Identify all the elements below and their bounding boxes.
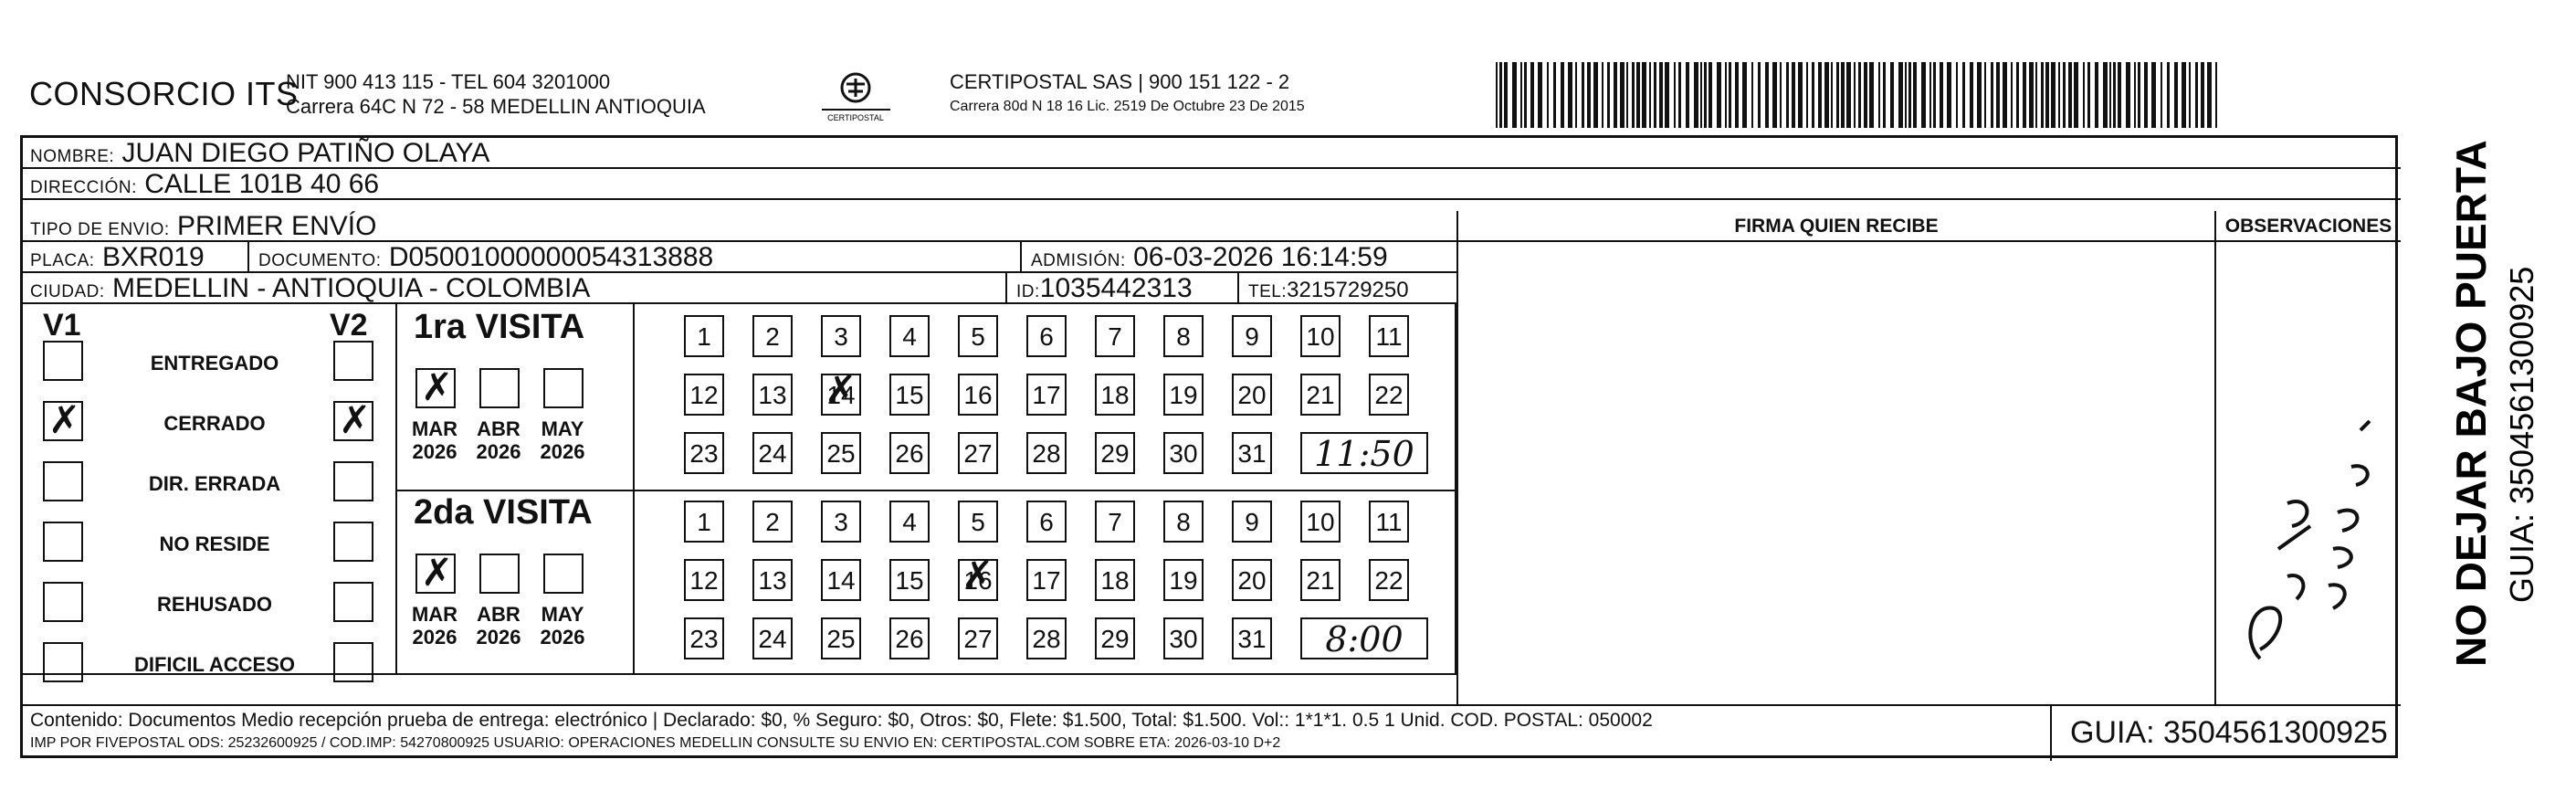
barcode-bar: [1709, 62, 1712, 128]
barcode-bar: [2134, 62, 2136, 128]
v2-header: V2: [330, 308, 368, 343]
barcode-bar: [1649, 62, 1651, 128]
status-v2-checkbox[interactable]: [333, 582, 373, 622]
recipient-name: JUAN DIEGO PATIÑO OLAYA: [121, 138, 490, 168]
status-v2-checkbox[interactable]: [333, 522, 373, 562]
day-box[interactable]: 23: [684, 617, 724, 659]
barcode-bar: [1913, 62, 1917, 128]
day-box[interactable]: 16: [958, 374, 998, 416]
barcode-bar: [1725, 62, 1727, 128]
barcode-bar: [1984, 62, 1986, 128]
day-box[interactable]: 26: [889, 617, 930, 659]
certipostal-logo: [813, 71, 899, 124]
day-box[interactable]: 10: [1300, 501, 1341, 543]
day-box[interactable]: 29: [1095, 617, 1135, 659]
barcode-bar: [1846, 62, 1851, 128]
barcode-bar: [1561, 62, 1564, 128]
visit-time[interactable]: 11:50: [1300, 432, 1428, 474]
month-checkbox[interactable]: [543, 554, 584, 594]
month-year: 2026: [412, 440, 457, 463]
courier-name-line: CERTIPOSTAL SAS | 900 151 122 - 2: [950, 70, 1290, 93]
shipment-type: PRIMER ENVÍO: [177, 211, 377, 241]
logo-text: CERTIPOSTAL: [827, 113, 884, 122]
month-label: [531, 417, 594, 463]
barcode-bar: [1970, 62, 1973, 128]
month-name: MAY: [541, 603, 584, 626]
barcode-bar: [2118, 62, 2121, 128]
barcode-bar: [2058, 62, 2060, 128]
day-box[interactable]: 14 ✗: [821, 374, 861, 416]
day-box[interactable]: 7: [1095, 501, 1135, 543]
barcode-bar: [2113, 62, 2116, 128]
month-checkbox[interactable]: [479, 554, 520, 594]
barcode-bar: [1905, 62, 1907, 128]
company-nit-line: NIT 900 413 115 - TEL 604 3201000: [286, 70, 611, 93]
barcode-bar: [1538, 62, 1542, 128]
barcode-bar: [2182, 62, 2186, 128]
barcode-bar: [1858, 62, 1861, 128]
day-box[interactable]: 2: [752, 315, 793, 357]
month-label: [467, 417, 531, 463]
barcode-bar: [1674, 62, 1676, 128]
barcode-bar: [1626, 62, 1628, 128]
barcode-bar: [2201, 62, 2204, 128]
barcode-bar: [1890, 62, 1894, 128]
day-box[interactable]: 1: [684, 501, 724, 543]
plate: BXR019: [101, 242, 205, 272]
barcode-bar: [1729, 62, 1731, 128]
barcode-bar: [2095, 62, 2098, 128]
barcode-bar: [1620, 62, 1624, 128]
month-year: 2026: [540, 440, 585, 463]
month-label: [403, 417, 467, 463]
day-box[interactable]: 6: [1026, 501, 1067, 543]
company-name: CONSORCIO ITS: [29, 75, 299, 112]
status-v1-checkbox[interactable]: [43, 642, 83, 682]
month-year: 2026: [412, 626, 457, 649]
day-box[interactable]: 31: [1232, 617, 1272, 659]
recipient-address: CALLE 101B 40 66: [144, 169, 380, 199]
barcode-bar: [2083, 62, 2085, 128]
day-box[interactable]: 10: [1300, 315, 1341, 357]
month-label: [467, 603, 531, 649]
row-placa: [23, 242, 1456, 273]
barcode-bar: [2109, 62, 2111, 128]
barcode-bar: [1854, 62, 1856, 128]
barcode-bar: [2051, 62, 2056, 128]
barcode-bar: [1520, 62, 1522, 128]
barcode: [1496, 62, 2223, 128]
day-box[interactable]: 22: [1369, 374, 1409, 416]
day-box[interactable]: 25: [821, 432, 861, 474]
id-number: 1035442313: [1039, 273, 1193, 303]
month-checkbox[interactable]: [479, 368, 520, 408]
barcode-bar: [1530, 62, 1534, 128]
barcode-bar: [1996, 62, 2000, 128]
month-label: [531, 603, 594, 649]
visit-time[interactable]: 8:00: [1300, 617, 1428, 659]
barcode-bar: [2144, 62, 2148, 128]
barcode-bar: [1593, 62, 1598, 128]
barcode-bar: [2063, 62, 2066, 128]
month-name: ABR: [477, 603, 520, 626]
barcode-bar: [2003, 62, 2007, 128]
barcode-bar: [1700, 62, 1702, 128]
day-box[interactable]: 22: [1369, 559, 1409, 601]
barcode-bar: [1602, 62, 1603, 128]
barcode-bar: [1632, 62, 1635, 128]
day-box[interactable]: 19: [1163, 559, 1204, 601]
barcode-bar: [1512, 62, 1517, 128]
month-checkbox[interactable]: [543, 368, 584, 408]
barcode-bar: [2023, 62, 2026, 128]
status-v1-checkbox[interactable]: [43, 582, 83, 622]
day-box[interactable]: 23: [684, 432, 724, 474]
barcode-bar: [2016, 62, 2019, 128]
month-name: MAY: [541, 417, 584, 440]
company-address-line: Carrera 64C N 72 - 58 MEDELLIN ANTIOQUIA: [286, 95, 706, 118]
barcode-bar: [1524, 62, 1527, 128]
barcode-bar: [1883, 62, 1886, 128]
barcode-bar: [1962, 62, 1965, 128]
month-name: MAR: [411, 603, 458, 626]
day-box[interactable]: 31: [1232, 432, 1272, 474]
barcode-bar: [1575, 62, 1577, 128]
status-v2-checkbox[interactable]: [333, 341, 373, 381]
barcode-bar: [1933, 62, 1936, 128]
barcode-bar: [1798, 62, 1803, 128]
day-box[interactable]: 14: [821, 559, 861, 601]
barcode-bar: [1898, 62, 1903, 128]
nombre-label: NOMBRE:: [30, 147, 115, 166]
row-tipo: [23, 211, 1456, 242]
day-box[interactable]: 18: [1095, 374, 1135, 416]
barcode-bar: [1654, 62, 1656, 128]
barcode-bar: [2151, 62, 2156, 128]
city: MEDELLIN - ANTIOQUIA - COLOMBIA: [111, 273, 591, 303]
day-box[interactable]: 11: [1369, 315, 1409, 357]
barcode-bar: [2011, 62, 2013, 128]
day-box[interactable]: 18: [1095, 559, 1135, 601]
barcode-bar: [1694, 62, 1698, 128]
barcode-bar: [1553, 62, 1556, 128]
day-box[interactable]: 28: [1026, 432, 1067, 474]
barcode-bar: [2126, 62, 2130, 128]
barcode-bar: [2035, 62, 2037, 128]
barcode-bar: [1812, 62, 1814, 128]
day-box[interactable]: 1: [684, 315, 724, 357]
barcode-bar: [1864, 62, 1867, 128]
barcode-bar: [1786, 62, 1789, 128]
day-box[interactable]: 24: [752, 617, 793, 659]
document-number: D05001000000054313888: [388, 242, 714, 272]
day-box[interactable]: 28: [1026, 617, 1067, 659]
courier-info: [950, 69, 1305, 119]
month-year: 2026: [476, 440, 521, 463]
admission-date: 06-03-2026 16:14:59: [1133, 242, 1388, 272]
barcode-bar: [1636, 62, 1640, 128]
barcode-bar: [1587, 62, 1591, 128]
day-box[interactable]: 8: [1163, 315, 1204, 357]
courier-license-line: Carrera 80d N 18 16 Lic. 2519 De Octubre 23 De 2015: [950, 99, 1305, 114]
barcode-bar: [1678, 62, 1681, 128]
header: [0, 0, 2576, 142]
barcode-bar: [2041, 62, 2044, 128]
day-box[interactable]: 20: [1232, 374, 1272, 416]
day-box[interactable]: 5: [958, 501, 998, 543]
day-box[interactable]: 25: [821, 617, 861, 659]
placa-label: PLACA:: [30, 251, 95, 270]
status-v1-checkbox[interactable]: [43, 341, 83, 381]
barcode-bar: [2161, 62, 2162, 128]
day-box[interactable]: 26: [889, 432, 930, 474]
id-label: ID:: [1016, 282, 1040, 301]
footer-content-line: Contenido: Documentos Medio recepción prueba de entrega: electrónico | Declarado: $0, % Seguro: $0, Otros: $0, Flete: $1.500, Total: $1.500. Vol:: 1*1*1. 0.5 1 Unid. COD. POSTAL: 050002: [30, 710, 1653, 731]
day-box[interactable]: 9: [1232, 315, 1272, 357]
barcode-bar: [1921, 62, 1926, 128]
status-label: ENTREGADO: [150, 352, 279, 374]
barcode-bar: [2215, 62, 2217, 128]
day-box[interactable]: 21: [1300, 374, 1341, 416]
barcode-bar: [2103, 62, 2108, 128]
barcode-bar: [1956, 62, 1958, 128]
barcode-bar: [1704, 62, 1707, 128]
day-box[interactable]: 4: [889, 501, 930, 543]
barcode-bar: [1947, 62, 1951, 128]
day-box[interactable]: 9: [1232, 501, 1272, 543]
barcode-bar: [1568, 62, 1572, 128]
day-box[interactable]: 24: [752, 432, 793, 474]
month-label: [403, 603, 467, 649]
day-box[interactable]: 8: [1163, 501, 1204, 543]
barcode-bar: [2207, 62, 2212, 128]
status-label: DIFICIL ACCESO: [133, 653, 295, 676]
day-box[interactable]: 6: [1026, 315, 1067, 357]
barcode-bar: [2068, 62, 2072, 128]
visit-title: 2da VISITA: [414, 493, 593, 532]
barcode-bar: [1742, 62, 1747, 128]
barcode-bar: [1831, 62, 1833, 128]
barcode-bar: [1607, 62, 1610, 128]
day-box[interactable]: 17: [1026, 374, 1067, 416]
barcode-bar: [1824, 62, 1829, 128]
side-warning-text: NO DEJAR BAJO PUERTA: [2447, 140, 2495, 667]
barcode-bar: [1806, 62, 1808, 128]
day-box[interactable]: 17: [1026, 559, 1067, 601]
day-box[interactable]: 29: [1095, 432, 1135, 474]
month-checkbox[interactable]: [415, 368, 456, 408]
barcode-bar: [1908, 62, 1911, 128]
status-v1-checkbox[interactable]: [43, 461, 83, 501]
barcode-bar: [1751, 62, 1753, 128]
tel-label: TEL:: [1248, 282, 1288, 301]
day-box[interactable]: 11: [1369, 501, 1409, 543]
day-box[interactable]: 4: [889, 315, 930, 357]
status-label: REHUSADO: [157, 593, 272, 616]
barcode-bar: [2074, 62, 2078, 128]
day-box[interactable]: 12: [684, 374, 724, 416]
admision-label: ADMISIÓN:: [1031, 251, 1126, 270]
barcode-bar: [1735, 62, 1739, 128]
handwritten-observation: [2224, 366, 2388, 677]
barcode-bar: [1772, 62, 1777, 128]
barcode-bar: [1780, 62, 1782, 128]
barcode-bar: [1659, 62, 1663, 128]
barcode-bar: [1940, 62, 1943, 128]
barcode-bar: [1991, 62, 1993, 128]
month-checkbox[interactable]: [415, 554, 456, 594]
barcode-bar: [2174, 62, 2178, 128]
barcode-bar: [1878, 62, 1880, 128]
status-v1-checkbox[interactable]: [43, 522, 83, 562]
barcode-bar: [1717, 62, 1721, 128]
barcode-bar: [1504, 62, 1508, 128]
status-v1-checkbox[interactable]: [43, 401, 83, 441]
v1-header: V1: [43, 308, 81, 343]
barcode-bar: [1686, 62, 1689, 128]
ciudad-label: CIUDAD:: [30, 282, 105, 301]
barcode-bar: [1977, 62, 1982, 128]
day-box[interactable]: 30: [1163, 432, 1204, 474]
side-guia-text: GUIA: 3504561300925: [2503, 266, 2540, 603]
visit-grid: [23, 304, 1456, 675]
day-box[interactable]: 16 ✗: [958, 559, 998, 601]
firma-header: FIRMA QUIEN RECIBE: [1456, 211, 2214, 242]
month-year: 2026: [540, 626, 585, 649]
barcode-bar: [1818, 62, 1822, 128]
barcode-bar: [1496, 62, 1498, 128]
row-direccion: [23, 169, 2401, 200]
barcode-bar: [1547, 62, 1549, 128]
barcode-bar: [1869, 62, 1874, 128]
barcode-bar: [1665, 62, 1669, 128]
barcode-bar: [2087, 62, 2090, 128]
barcode-bar: [1758, 62, 1761, 128]
company-info: [286, 69, 706, 119]
day-box[interactable]: 27: [958, 617, 998, 659]
direccion-label: DIRECCIÓN:: [30, 178, 137, 197]
day-box[interactable]: 3: [821, 501, 861, 543]
day-box[interactable]: 5: [958, 315, 998, 357]
status-label: DIR. ERRADA: [148, 472, 281, 495]
delivery-slip: [20, 135, 2398, 758]
barcode-bar: [2138, 62, 2140, 128]
barcode-bar: [2029, 62, 2034, 128]
day-box[interactable]: 12: [684, 559, 724, 601]
status-label: NO RESIDE: [159, 533, 270, 555]
day-box[interactable]: 21: [1300, 559, 1341, 601]
day-box[interactable]: 3: [821, 315, 861, 357]
day-box[interactable]: 19: [1163, 374, 1204, 416]
status-label: CERRADO: [163, 412, 266, 435]
month-year: 2026: [476, 626, 521, 649]
visit-title: 1ra VISITA: [414, 308, 585, 346]
barcode-bar: [1765, 62, 1769, 128]
barcode-bar: [1836, 62, 1839, 128]
barcode-bar: [1582, 62, 1584, 128]
day-box[interactable]: 15: [889, 374, 930, 416]
month-name: MAR: [411, 417, 458, 440]
status-v2-checkbox[interactable]: [333, 642, 373, 682]
day-box[interactable]: 13: [752, 374, 793, 416]
day-box[interactable]: 7: [1095, 315, 1135, 357]
barcode-bar: [1642, 62, 1646, 128]
observaciones-header: OBSERVACIONES: [2214, 211, 2401, 242]
tipo-label: TIPO DE ENVIO:: [30, 220, 170, 239]
status-v2-checkbox[interactable]: [333, 401, 373, 441]
day-box[interactable]: 27: [958, 432, 998, 474]
barcode-bar: [2189, 62, 2191, 128]
barcode-bar: [2195, 62, 2198, 128]
footer-guia: GUIA: 3504561300925: [2050, 706, 2401, 761]
footer-print-line: IMP POR FIVEPOSTAL ODS: 25232600925 / COD.IMP: 54270800925 USUARIO: OPERACIONES MEDELLIN CONSULTE SU ENVIO EN: CERTIPOSTAL.COM SOBRE ETA: 2026-03-10 D+2: [30, 735, 1281, 751]
side-warning: [2411, 128, 2571, 676]
barcode-bar: [1929, 62, 1931, 128]
day-box[interactable]: 2: [752, 501, 793, 543]
row-ciudad: [23, 273, 1456, 304]
day-box[interactable]: 13: [752, 559, 793, 601]
barcode-bar: [1792, 62, 1795, 128]
day-box[interactable]: 30: [1163, 617, 1204, 659]
barcode-bar: [2167, 62, 2170, 128]
phone: 3215729250: [1287, 278, 1409, 302]
day-box[interactable]: 15: [889, 559, 930, 601]
footer: [23, 704, 2401, 759]
documento-label: DOCUMENTO:: [258, 251, 382, 270]
day-box[interactable]: 20: [1232, 559, 1272, 601]
barcode-bar: [1499, 62, 1502, 128]
barcode-bar: [1614, 62, 1617, 128]
row-nombre: [23, 138, 2401, 169]
barcode-bar: [2045, 62, 2049, 128]
barcode-bar: [1841, 62, 1845, 128]
month-name: ABR: [477, 417, 520, 440]
status-v2-checkbox[interactable]: [333, 461, 373, 501]
